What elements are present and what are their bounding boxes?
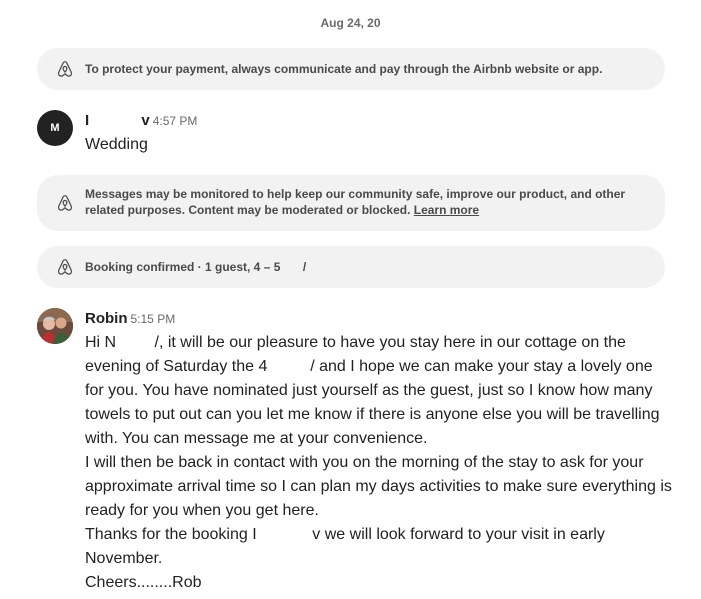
payment-notice-text: To protect your payment, always communicate and pay through the Airbnb website or app. xyxy=(85,62,603,76)
booking-notice xyxy=(37,246,665,288)
message-time: 4:57 PM xyxy=(152,114,198,128)
booking-notice-text: Booking confirmed · 1 guest, 4 – 5 / xyxy=(85,260,307,274)
message-header xyxy=(85,112,197,129)
airbnb-logo-icon xyxy=(56,194,74,212)
profile-photo-icon xyxy=(37,308,73,344)
avatar-initial: M xyxy=(50,122,60,134)
learn-more-link[interactable]: Learn more xyxy=(413,203,480,217)
date-separator: Aug 24, 20 xyxy=(320,16,381,30)
message-text: Hi N /, it will be our pleasure to have you stay here in our cottage on the evening of Saturday the 4 / and I hope we can make your stay a lovely one for you. You have nominated just yourself as the guest, just so I know how many towels to put out can you let me know if there is anyone else you will be travelling with. You can message me at your convenience. I will then be back in contact with you on the morning of the stay to ask for your approximate arrival time so I can plan my days activities to make sure everything is ready for you when you get here. Thanks for the booking I v we will look forward to your visit in early November. Cheers........Rob xyxy=(85,334,672,591)
message-time: 5:15 PM xyxy=(130,312,176,326)
airbnb-logo-icon xyxy=(56,258,74,276)
payment-notice xyxy=(37,48,665,90)
message-text: Wedding xyxy=(85,136,148,153)
monitoring-notice xyxy=(37,175,665,231)
sender-name[interactable]: Robin xyxy=(85,310,128,327)
message-header xyxy=(85,310,175,327)
avatar[interactable] xyxy=(37,110,73,146)
monitoring-notice-text: Messages may be monitored to help keep our community safe, improve our product, and other related purposes. Content may be moderated or blocked. xyxy=(85,187,626,217)
airbnb-logo-icon xyxy=(56,60,74,78)
sender-name[interactable]: I v xyxy=(85,112,150,129)
avatar[interactable] xyxy=(37,308,73,344)
